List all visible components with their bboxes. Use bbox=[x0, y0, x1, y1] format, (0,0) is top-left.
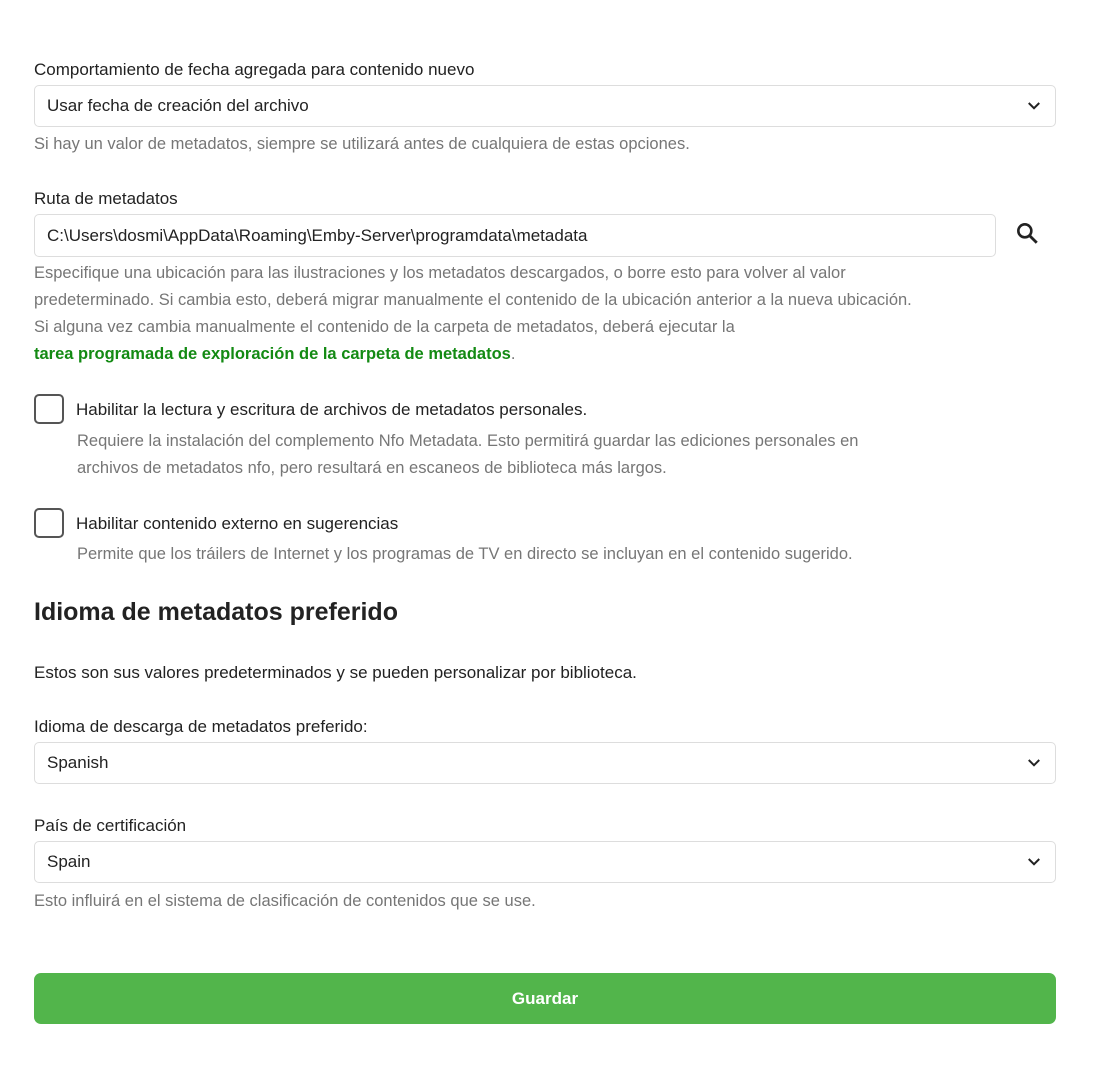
country-value: Spain bbox=[47, 852, 91, 871]
external-content-help: Permite que los tráilers de Internet y los programas de TV en directo se incluyan en el contenido sugerido. bbox=[77, 545, 853, 563]
nfo-checkbox[interactable] bbox=[34, 394, 64, 424]
nfo-help bbox=[77, 428, 858, 482]
help-period: . bbox=[510, 345, 516, 363]
language-value: Spanish bbox=[47, 753, 109, 772]
browse-folder-button[interactable] bbox=[1010, 216, 1044, 250]
help-line: archivos de metadatos nfo, pero resultará en escaneos de biblioteca más largos. bbox=[77, 459, 667, 477]
chevron-down-icon bbox=[1025, 853, 1043, 871]
metadata-path-label: Ruta de metadatos bbox=[34, 189, 178, 208]
metadata-path-help bbox=[34, 260, 1064, 368]
search-icon bbox=[1014, 220, 1040, 246]
metadata-path-input[interactable] bbox=[34, 214, 996, 257]
date-added-label: Comportamiento de fecha agregada para contenido nuevo bbox=[34, 60, 475, 79]
language-label: Idioma de descarga de metadatos preferido: bbox=[34, 717, 368, 736]
external-content-checkbox[interactable] bbox=[34, 508, 64, 538]
date-added-help: Si hay un valor de metadatos, siempre se utilizará antes de cualquiera de estas opciones. bbox=[34, 135, 690, 153]
nfo-label: Habilitar la lectura y escritura de archivos de metadatos personales. bbox=[76, 400, 588, 419]
chevron-down-icon bbox=[1025, 754, 1043, 772]
country-label: País de certificación bbox=[34, 816, 187, 835]
date-added-value: Usar fecha de creación del archivo bbox=[47, 96, 309, 115]
help-line: predeterminado. Si cambia esto, deberá migrar manualmente el contenido de la ubicación anterior a la nueva ubicación. bbox=[34, 291, 912, 309]
chevron-down-icon bbox=[1025, 97, 1043, 115]
section-title: Idioma de metadatos preferido bbox=[34, 598, 398, 626]
language-select[interactable] bbox=[34, 742, 1056, 784]
help-line: Requiere la instalación del complemento Nfo Metadata. Esto permitirá guardar las ediciones personales en bbox=[77, 432, 859, 450]
metadata-path-value: C:\Users\dosmi\AppData\Roaming\Emby-Server\programdata\metadata bbox=[47, 225, 588, 245]
country-select[interactable] bbox=[34, 841, 1056, 883]
save-button[interactable]: Guardar bbox=[34, 973, 1056, 1024]
help-line: Especifique una ubicación para las ilustraciones y los metadatos descargados, o borre esto para volver al valor bbox=[34, 264, 846, 282]
section-subtitle: Estos son sus valores predeterminados y se pueden personalizar por biblioteca. bbox=[34, 663, 637, 682]
help-line: Si alguna vez cambia manualmente el contenido de la carpeta de metadatos, deberá ejecutar la bbox=[34, 318, 735, 336]
date-added-select[interactable] bbox=[34, 85, 1056, 127]
external-content-label: Habilitar contenido externo en sugerencias bbox=[76, 514, 399, 533]
country-help: Esto influirá en el sistema de clasificación de contenidos que se use. bbox=[34, 892, 536, 910]
scheduled-task-link[interactable]: tarea programada de exploración de la carpeta de metadatos bbox=[34, 345, 511, 363]
